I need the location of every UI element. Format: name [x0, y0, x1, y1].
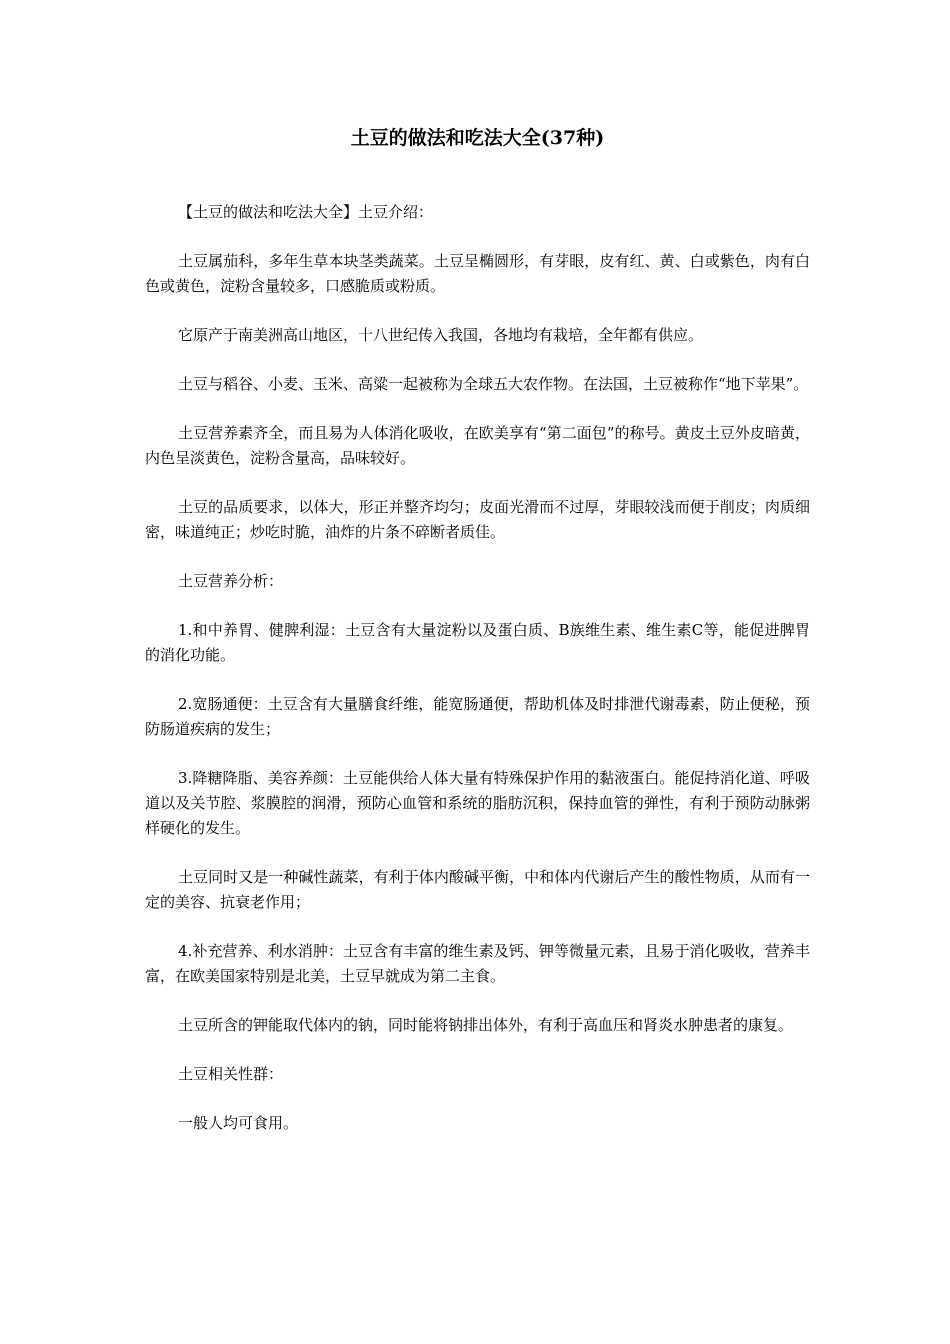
intro-heading: 【土豆的做法和吃法大全】土豆介绍： — [178, 203, 434, 221]
paragraph-general-people: 一般人均可食用。 — [178, 1114, 299, 1132]
paragraph-nutrition-overview: 土豆营养素齐全，而且易为人体消化吸收，在欧美享有“第二面包”的称号。黄皮土豆外皮暗黄，内色呈淡黄色，淀粉含量高，品味较好。 — [145, 424, 810, 467]
related-groups-heading: 土豆相关性群： — [178, 1065, 284, 1083]
paragraph-quality: 土豆的品质要求，以体大，形正并整齐均匀；皮面光滑而不过厚，芽眼较浅而便于削皮；肉质细密，味道纯正；炒吃时脆，油炸的片条不碎断者质佳。 — [145, 498, 810, 541]
list-item-4: 4.补充营养、利水消肿：土豆含有丰富的维生素及钙、钾等微量元素，且易于消化吸收，营养丰富，在欧美国家特别是北美，土豆早就成为第二主食。 — [145, 942, 810, 985]
document-body — [145, 200, 810, 1160]
paragraph-alkaline: 土豆同时又是一种碱性蔬菜，有利于体内酸碱平衡，中和体内代谢后产生的酸性物质，从而有一定的美容、抗衰老作用； — [145, 868, 810, 911]
paragraph-crops: 土豆与稻谷、小麦、玉米、高粱一起被称为全球五大农作物。在法国，土豆被称作“地下苹果”。 — [178, 375, 809, 393]
document-title: 土豆的做法和吃法大全(37种) — [350, 127, 605, 149]
list-item-2: 2.宽肠通便：土豆含有大量膳食纤维，能宽肠通便，帮助机体及时排泄代谢毒素，防止便秘，预防肠道疾病的发生； — [145, 695, 810, 738]
list-item-3: 3.降糖降脂、美容养颜：土豆能供给人体大量有特殊保护作用的黏液蛋白。能促持消化道、呼吸道以及关节腔、浆膜腔的润滑，预防心血管和系统的脂肪沉积，保持血管的弹性，有利于预防动脉粥样硬化的发生。 — [145, 769, 810, 837]
list-item-1: 1.和中养胃、健脾利湿：土豆含有大量淀粉以及蛋白质、B族维生素、维生素C等，能促进脾胃的消化功能。 — [145, 621, 810, 664]
nutrition-analysis-heading: 土豆营养分析： — [178, 572, 284, 590]
paragraph-potassium: 土豆所含的钾能取代体内的钠，同时能将钠排出体外，有利于高血压和肾炎水肿患者的康复。 — [178, 1016, 794, 1034]
paragraph-origin: 它原产于南美洲高山地区，十八世纪传入我国，各地均有栽培，全年都有供应。 — [178, 326, 704, 344]
paragraph-description: 土豆属茄科，多年生草本块茎类蔬菜。土豆呈椭圆形，有芽眼，皮有红、黄、白或紫色，肉有白色或黄色，淀粉含量较多，口感脆质或粉质。 — [145, 252, 810, 295]
